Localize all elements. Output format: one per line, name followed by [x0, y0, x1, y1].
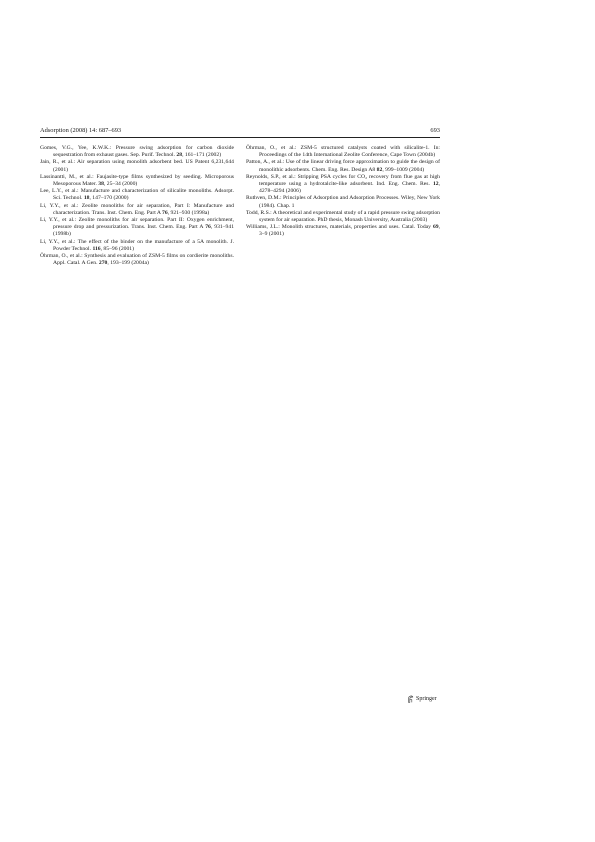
reference-reynolds: Reynolds, S.P., et al.: Stripping PSA cycles for CO₂ recovery from flue gas at high temperature using a hydrotalcite-like adsorbent. Ind. Eng. Chem. Res. 12, 4278–4294 (2006): [246, 173, 440, 195]
references-left-column: [40, 145, 234, 267]
reference-li-1998a: Li, Y.Y., et al.: Zeolite monoliths for air separation, Part I: Manufacture and characterization. Trans. Inst. Chem. Eng. Part A 76, 921–930 (1998a): [40, 202, 234, 216]
reference-patton: Patton, A., et al.: Use of the linear driving force approximation to guide the design of monolithic adsorbents. Chem. Eng. Res. Design A8 82, 999–1009 (2004): [246, 159, 440, 173]
publisher-name: Springer: [416, 696, 437, 702]
journal-citation: Adsorption (2008) 14: 687–693: [40, 127, 122, 134]
reference-lassinantti: Lassinantti, M., et al.: Faujasite-type films synthesized by seeding. Microporous Mesoporous Mater. 38, 25–34 (2000): [40, 173, 234, 188]
reference-gomes: Gomes, V.G., Yee, K.W.K.: Pressure swing adsorption for carbon dioxide sequestration from exhaust gases. Sep. Purif. Technol. 28, 161–171 (2002): [40, 145, 234, 159]
reference-ohrman-2004b: Öhrman, O., et al.: ZSM-5 structured catalysts coated with silicalite-1. In: Proceedings of the 14th International Zeolite Conference, Cape Town (2004b): [246, 145, 440, 159]
page-number: 693: [430, 127, 440, 134]
reference-ruthven: Ruthven, D.M.: Principles of Adsorption and Adsorption Processes. Wiley, New York (1984). Chap. 1: [246, 195, 440, 209]
reference-li-2001: Li, Y.Y., et al.: The effect of the binder on the manufacture of a 5A monolith. J. Powder Technol. 116, 85–96 (2001): [40, 238, 234, 252]
reference-williams: Williams, J.L.: Monolith structures, materials, properties and uses. Catal. Today 69, 3–9 (2001): [246, 224, 440, 238]
reference-li-1998b: Li, Y.Y., et al.: Zeolite monoliths for air separation. Part II: Oxygen enrichment, pressure drop and pressurization. Trans. Inst. Chem. Eng. Part A 76, 931–941 (1998b): [40, 217, 235, 238]
springer-horse-icon: [407, 695, 414, 703]
header-rule: [40, 137, 440, 138]
references-right-column: [246, 145, 440, 239]
reference-lee: Lee, L.Y., et al.: Manufacture and characterization of silicalite monoliths. Adsorpt. Sci. Technol. 18, 147–170 (2000): [40, 188, 234, 202]
reference-ohrman-2004a: Öhrman, O., et al.: Synthesis and evaluation of ZSM-5 films on cordierite monoliths. Appl. Catal. A Gen. 270, 193–199 (2004a): [40, 253, 234, 267]
running-header: [40, 127, 440, 135]
publisher-logo: [407, 695, 437, 703]
reference-todd: Todd, R.S.: A theoretical and experimental study of a rapid pressure swing adsorption system for air separation. PhD thesis, Monash University, Australia (2003): [246, 209, 440, 224]
reference-jain: Jain, R., et al.: Air separation using monolith adsorbent bed. US Patent 6,231,644 (2001): [40, 159, 234, 173]
